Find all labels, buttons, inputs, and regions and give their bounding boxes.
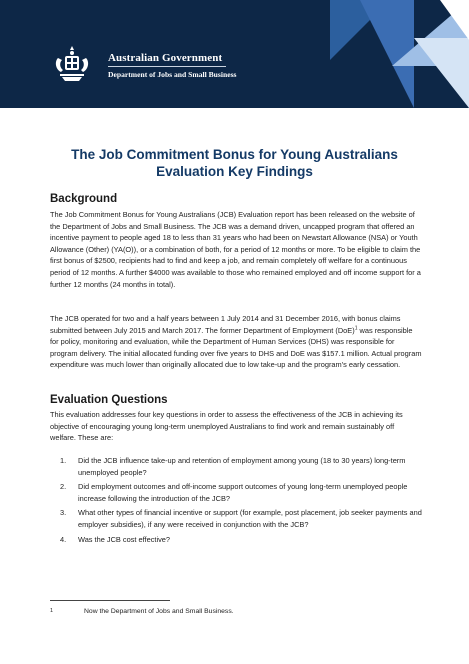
document-title-line-2: Evaluation Key Findings [156,164,313,179]
footnote-mark: 1 [50,608,54,614]
question-text: Did the JCB influence take-up and retention of employment among young (18 to 30 years) long-term unemployed people? [78,456,406,477]
page-header [0,0,469,108]
footnote [50,608,234,615]
question-number: 3. [60,508,67,518]
background-paragraph-2-part-b: was responsible for policy, monitoring and evaluation, while the Department of Human Services (DHS) was responsible for program delivery. The initial allocated funding over five years to DHS and DoE was $157.1 million. Actual program expenditure was much lower than originally allocated due to low take-up and the program's early cessation. [50,325,422,370]
question-number: 2. [60,482,67,492]
coat-of-arms-icon [52,44,92,84]
questions-heading: Evaluation Questions [50,394,168,406]
question-item [50,534,422,546]
background-paragraph-2-part-a: The JCB operated for two and a half years between 1 July 2014 and 31 December 2016, with bonus claims submitted between July 2015 and March 2017. The former Department of Employment (DoE) [50,314,401,335]
background-paragraph-2 [50,313,422,371]
document-title-line-1: The Job Commitment Bonus for Young Australians [71,147,398,162]
question-item [50,455,422,478]
question-text: Was the JCB cost effective? [78,534,171,544]
question-text: What other types of financial incentive or support (for example, post placement, job seeker payments and employer subsidies), if any were received in conjunction with the JCB? [78,508,422,529]
footnote-reference: 1 [354,325,358,332]
question-item [50,507,422,530]
header-triangle-decoration [440,0,469,40]
question-number: 1. [60,456,67,465]
header-triangle-decoration [414,38,469,108]
footnote-text: Now the Department of Jobs and Small Business. [84,608,234,615]
background-paragraph-1: The Job Commitment Bonus for Young Australians (JCB) Evaluation report has been released on the website of the Department of Jobs and Small Business. The JCB was a demand driven, uncapped program that offered an incentive payment to people aged 18 to less than 31 years who had been on Newstart Allowance (NSA) or Youth Allowance (Other) (YA(O)), or a combination of both, for a period of 12 months or more. To be eligible to claim the first bonus of $2500, recipients had to find and keep a job, and remain completely off welfare for a continuous period of 12 months. A further $4000 was available to those who remained employed and off income support for a further 12 months (24 months in total). [50,210,421,289]
questions-intro: This evaluation addresses four key questions in order to assess the effectiveness of the JCB in achieving its objective of encouraging young long-term unemployed Australians to find work and remain sustainably off welfare. These are: [50,410,403,443]
government-name: Australian Government [108,52,223,64]
questions-list [50,455,422,548]
department-name: Department of Jobs and Small Business [108,70,237,79]
background-heading: Background [50,193,118,205]
question-item [50,481,422,504]
header-divider [108,66,226,67]
footnote-divider [50,600,170,601]
question-text: Did employment outcomes and off-income support outcomes of young long-term unemployed people increase following the introduction of the JCB? [78,482,408,503]
question-number: 4. [60,534,67,544]
